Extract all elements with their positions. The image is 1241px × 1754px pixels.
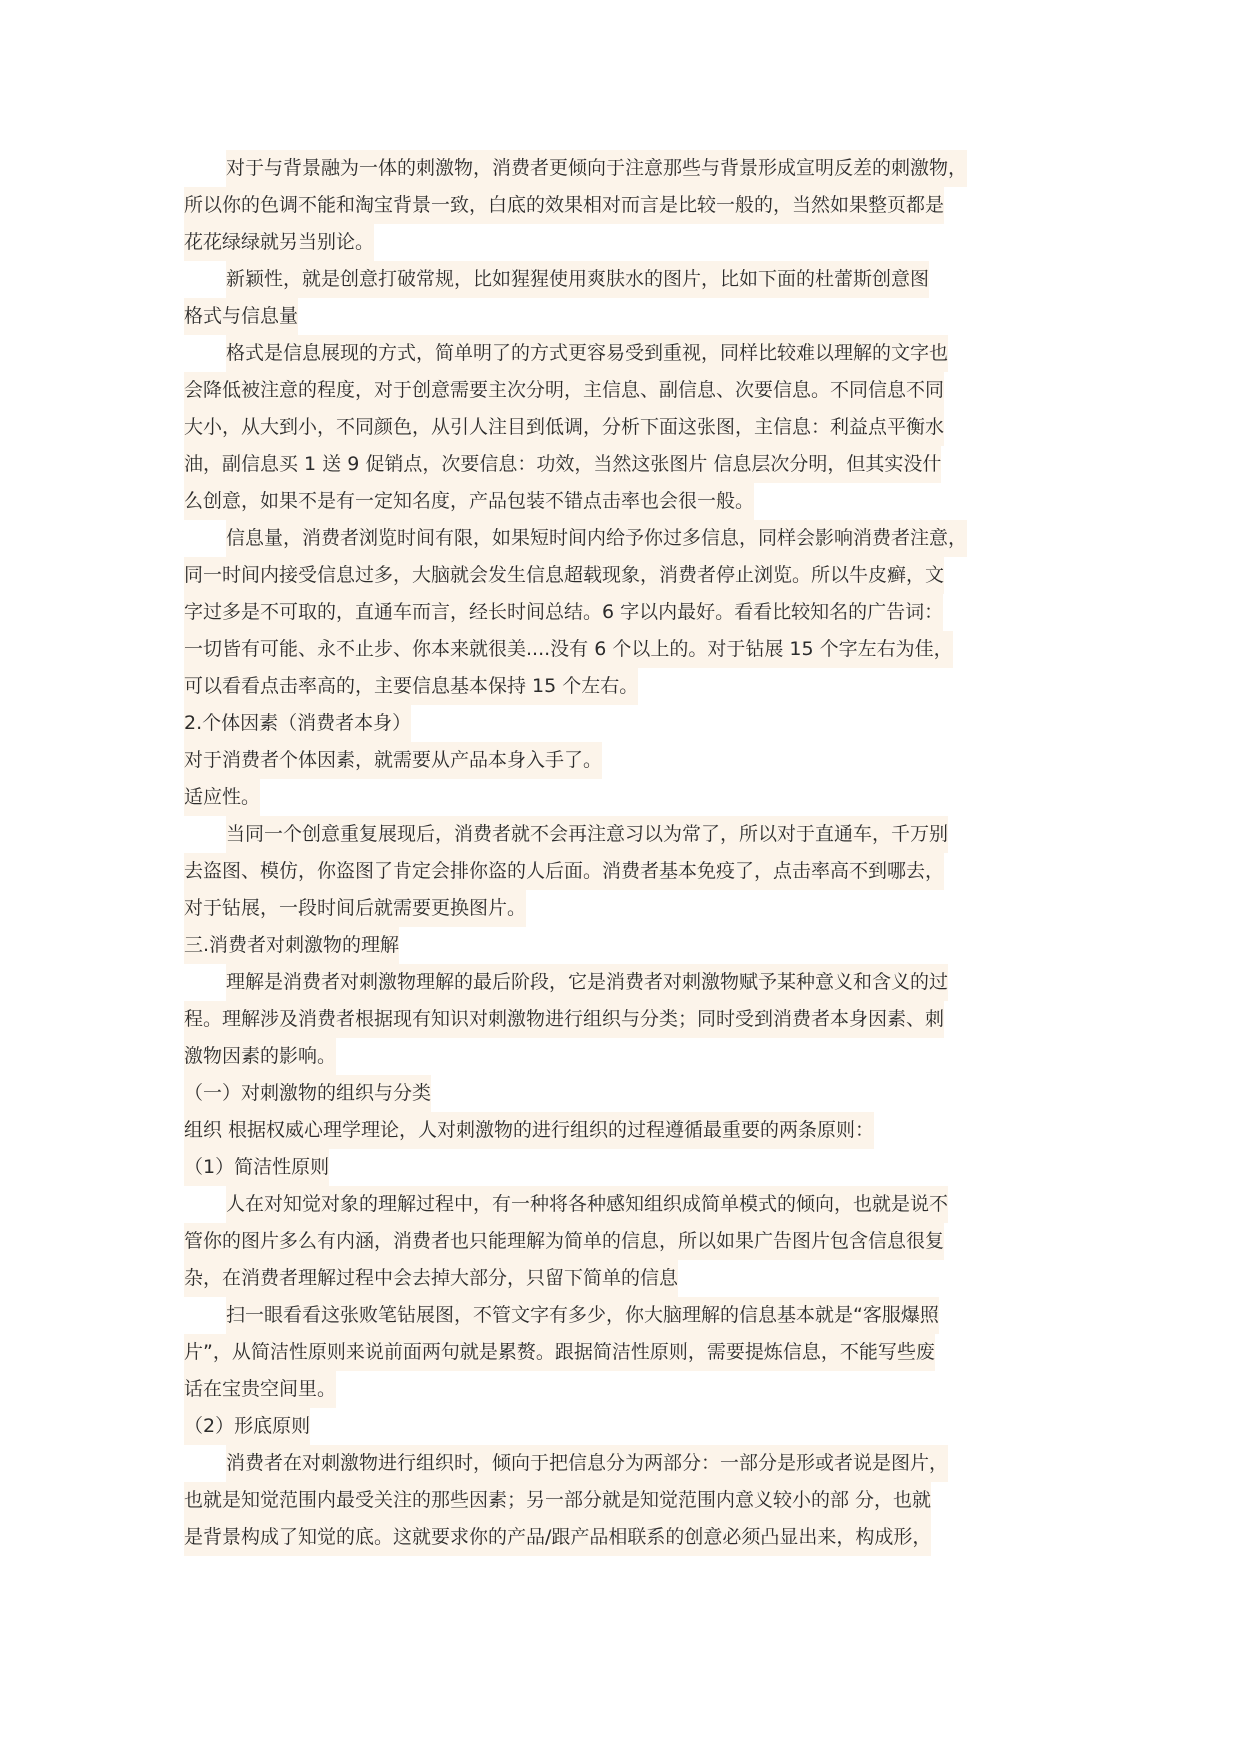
text-line: [184, 594, 1064, 631]
text-line-content: 去盗图、模仿，你盗图了肯定会排你盗的人后面。消费者基本免疫了，点击率高不到哪去，: [184, 853, 944, 890]
text-line-content: 组织 根据权威心理学理论，人对刺激物的进行组织的过程遵循最重要的两条原则：: [184, 1112, 874, 1149]
text-line: [184, 1149, 1064, 1186]
text-line-content: 是背景构成了知觉的底。这就要求你的产品/跟产品相联系的创意必须凸显出来，构成形，: [184, 1519, 931, 1556]
text-line: [184, 335, 1064, 372]
text-line: [184, 742, 1064, 779]
text-line-content: 人在对知觉对象的理解过程中，有一种将各种感知组织成简单模式的倾向，也就是说不: [226, 1186, 948, 1223]
text-line: [184, 1371, 1064, 1408]
text-line: [184, 631, 1064, 668]
text-line-content: 消费者在对刺激物进行组织时，倾向于把信息分为两部分：一部分是形或者说是图片，: [226, 1445, 948, 1482]
text-line: [184, 557, 1064, 594]
text-line-content: 新颖性，就是创意打破常规，比如猩猩使用爽肤水的图片，比如下面的杜蕾斯创意图: [226, 261, 929, 298]
text-line: [184, 1334, 1064, 1371]
text-line-content: 大小，从大到小，不同颜色，从引人注目到低调，分析下面这张图，主信息：利益点平衡水: [184, 409, 944, 446]
text-line: [184, 187, 1064, 224]
text-line-content: 2.个体因素（消费者本身）: [184, 705, 411, 742]
text-line: [184, 446, 1064, 483]
text-line-content: 格式与信息量: [184, 298, 298, 335]
text-line: [184, 409, 1064, 446]
text-line-content: 字过多是不可取的，直通车而言，经长时间总结。6 字以内最好。看看比较知名的广告词：: [184, 594, 943, 631]
text-line: [184, 1297, 1064, 1334]
text-line-content: 一切皆有可能、永不止步、你本来就很美....没有 6 个以上的。对于钻展 15 个字左右为佳，: [184, 631, 953, 668]
text-line: [184, 1112, 1064, 1149]
text-line: [184, 853, 1064, 890]
text-line-content: 话在宝贵空间里。: [184, 1371, 336, 1408]
text-line: [184, 1482, 1064, 1519]
text-line: [184, 927, 1064, 964]
text-line-content: 三.消费者对刺激物的理解: [184, 927, 399, 964]
text-line-content: （1）简洁性原则: [184, 1149, 329, 1186]
text-line-content: 所以你的色调不能和淘宝背景一致，白底的效果相对而言是比较一般的，当然如果整页都是: [184, 187, 944, 224]
text-line-content: 对于钻展，一段时间后就需要更换图片。: [184, 890, 526, 927]
text-line: [184, 372, 1064, 409]
text-line: [184, 705, 1064, 742]
text-line-content: 扫一眼看看这张败笔钻展图，不管文字有多少，你大脑理解的信息基本就是“客服爆照: [226, 1297, 939, 1334]
text-line-content: 激物因素的影响。: [184, 1038, 336, 1075]
text-line: [184, 261, 1064, 298]
text-line: [184, 520, 1064, 557]
text-line-content: 么创意，如果不是有一定知名度，产品包装不错点击率也会很一般。: [184, 483, 754, 520]
text-line: [184, 150, 1064, 187]
text-line-content: 杂，在消费者理解过程中会去掉大部分，只留下简单的信息: [184, 1260, 678, 1297]
text-line-content: 也就是知觉范围内最受关注的那些因素；另一部分就是知觉范围内意义较小的部 分，也就: [184, 1482, 931, 1519]
text-line-content: 理解是消费者对刺激物理解的最后阶段，它是消费者对刺激物赋予某种意义和含义的过: [226, 964, 948, 1001]
text-line-content: 可以看看点击率高的，主要信息基本保持 15 个左右。: [184, 668, 638, 705]
text-line: [184, 1260, 1064, 1297]
text-line: [184, 1445, 1064, 1482]
text-line: [184, 1075, 1064, 1112]
text-line: [184, 668, 1064, 705]
text-line-content: 同一时间内接受信息过多，大脑就会发生信息超载现象，消费者停止浏览。所以牛皮癣，文: [184, 557, 944, 594]
text-line-content: 程。理解涉及消费者根据现有知识对刺激物进行组织与分类；同时受到消费者本身因素、刺: [184, 1001, 944, 1038]
text-line: [184, 1001, 1064, 1038]
text-line-content: （一）对刺激物的组织与分类: [184, 1075, 431, 1112]
text-line-content: （2）形底原则: [184, 1408, 310, 1445]
text-line: [184, 1408, 1064, 1445]
text-line: [184, 1038, 1064, 1075]
text-line-content: 适应性。: [184, 779, 260, 816]
text-line-content: 对于消费者个体因素，就需要从产品本身入手了。: [184, 742, 602, 779]
text-line-content: 花花绿绿就另当别论。: [184, 224, 374, 261]
text-line-content: 信息量，消费者浏览时间有限，如果短时间内给予你过多信息，同样会影响消费者注意，: [226, 520, 967, 557]
text-line: [184, 779, 1064, 816]
text-line: [184, 298, 1064, 335]
text-line-content: 当同一个创意重复展现后，消费者就不会再注意习以为常了，所以对于直通车，千万别: [226, 816, 948, 853]
text-line: [184, 1519, 1064, 1556]
text-line: [184, 816, 1064, 853]
text-line: [184, 1223, 1064, 1260]
text-line-content: 油，副信息买 1 送 9 促销点，次要信息：功效，当然这张图片 信息层次分明，但其实没什: [184, 446, 941, 483]
text-line-content: 管你的图片多么有内涵，消费者也只能理解为简单的信息，所以如果广告图片包含信息很复: [184, 1223, 944, 1260]
text-line-content: 会降低被注意的程度，对于创意需要主次分明，主信息、副信息、次要信息。不同信息不同: [184, 372, 944, 409]
text-line: [184, 964, 1064, 1001]
text-line: [184, 224, 1064, 261]
text-line: [184, 483, 1064, 520]
text-line-content: 对于与背景融为一体的刺激物，消费者更倾向于注意那些与背景形成宣明反差的刺激物，: [226, 150, 967, 187]
document-body: [184, 150, 1064, 1556]
text-line: [184, 1186, 1064, 1223]
text-line-content: 格式是信息展现的方式，简单明了的方式更容易受到重视，同样比较难以理解的文字也: [226, 335, 948, 372]
text-line: [184, 890, 1064, 927]
text-line-content: 片”，从简洁性原则来说前面两句就是累赘。跟据简洁性原则，需要提炼信息，不能写些废: [184, 1334, 935, 1371]
